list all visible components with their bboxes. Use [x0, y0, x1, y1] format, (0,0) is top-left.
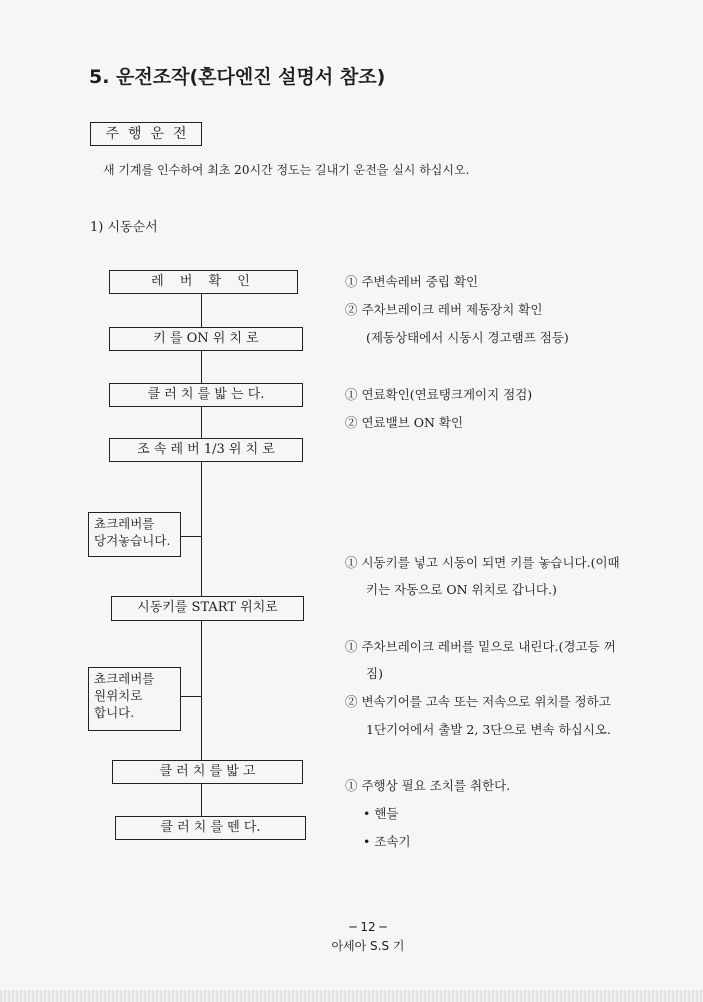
flow-side-choke-pull: 쵸크레버를 당겨놓습니다.	[88, 512, 181, 557]
note-3: (제동상태에서 시동시 경고램프 점등)	[366, 330, 569, 345]
section-label: 주행운전	[90, 122, 202, 146]
flow-step-press-clutch-2: 클 러 치 를 밟 고	[112, 760, 303, 784]
flow-step-governor: 조 속 레 버 1/3 위 치 로	[109, 438, 303, 462]
intro-text: 새 기계를 인수하여 최초 20시간 정도는 길내기 운전을 실시 하십시오.	[103, 163, 470, 177]
flow-step-key-on: 키 를 ON 위 치 로	[109, 327, 303, 351]
page-title: 5. 운전조작(혼다엔진 설명서 참조)	[89, 66, 386, 88]
note-1: ① 주변속레버 중립 확인	[345, 274, 479, 289]
flow-connector-side1	[180, 536, 201, 537]
note-9: 짐)	[366, 666, 383, 681]
flow-side-choke-return: 쵸크레버를 원위치로 합니다.	[88, 667, 181, 731]
flow-step-release-clutch: 클 러 치 를 뗀 다.	[115, 816, 306, 840]
note-5: ② 연료밸브 ON 확인	[345, 415, 464, 430]
flow-step-press-clutch: 클 러 치 를 밟 는 다.	[109, 383, 303, 407]
note-4: ① 연료확인(연료탱크게이지 점검)	[345, 387, 533, 402]
flow-connector-side2	[180, 696, 201, 697]
scan-edge	[0, 990, 703, 1002]
note-6: ① 시동키를 넣고 시동이 되면 키를 놓습니다.(이때	[345, 555, 620, 570]
note-7: 키는 자동으로 ON 위치로 갑니다.)	[366, 582, 557, 597]
subheading: 1) 시동순서	[90, 220, 158, 235]
flow-connector-main	[201, 292, 202, 817]
note-2: ② 주차브레이크 레버 제동장치 확인	[345, 302, 543, 317]
flow-step-start: 시동키를 START 위치로	[111, 596, 304, 621]
flow-step-lever-check: 레 버 확 인	[109, 270, 298, 294]
footer-company: 아세아 S.S 기	[331, 939, 405, 953]
note-8: ① 주차브레이크 레버를 밑으로 내린다.(경고등 꺼	[345, 639, 616, 654]
note-13: • 핸들	[363, 806, 399, 821]
note-10: ② 변속기어를 고속 또는 저속으로 위치를 정하고	[345, 694, 611, 709]
note-12: ① 주행상 필요 조치를 취한다.	[345, 778, 511, 793]
page-number: ─ 12 ─	[349, 920, 387, 934]
note-14: • 조속기	[363, 834, 411, 849]
note-11: 1단기어에서 출발 2, 3단으로 변속 하십시오.	[366, 722, 611, 737]
